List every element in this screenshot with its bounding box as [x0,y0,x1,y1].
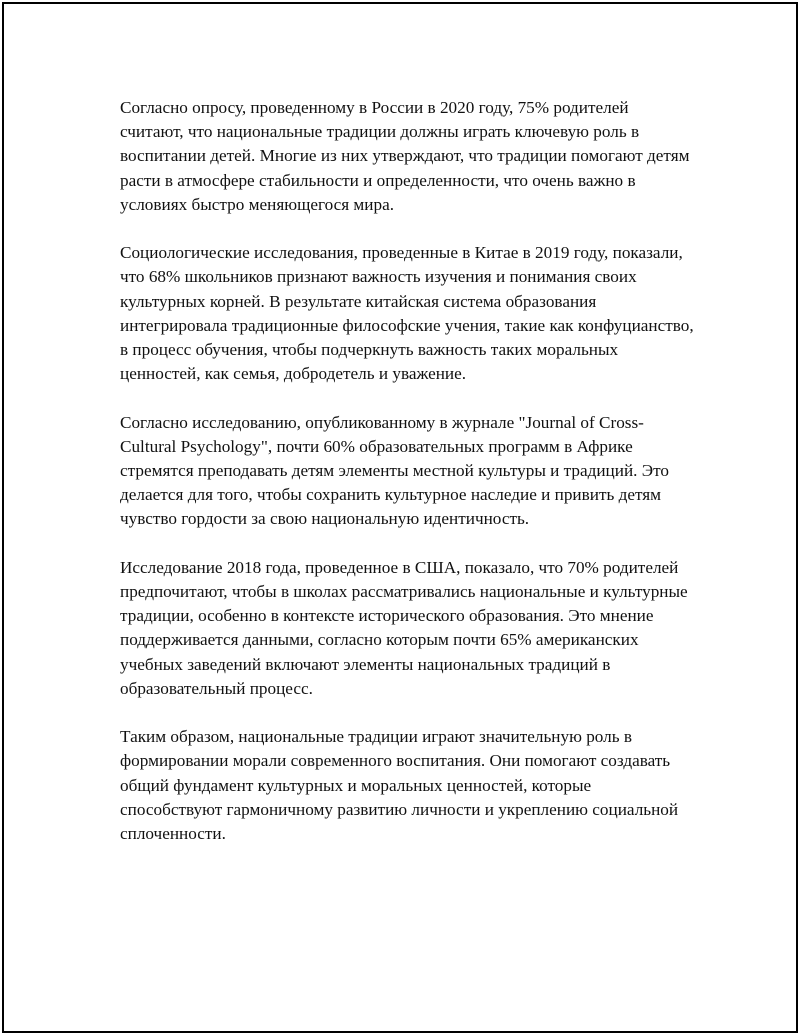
document-page [2,2,798,1033]
document-body [120,96,695,870]
paragraph-usa-study: Исследование 2018 года, проведенное в США, показало, что 70% родителей предпочитают, чтобы в школах рассматривались национальные и культурные традиции, особенно в контексте исторического образования. Это мнение поддерживается данными, согласно которым почти 65% американских учебных заведений включают элементы национальных традиций в образовательный процесс. [120,557,688,698]
paragraph-conclusion: Таким образом, национальные традиции играют значительную роль в формировании морали современного воспитания. Они помогают создавать общий фундамент культурных и моральных ценностей, которые способствуют гармоничному развитию личности и укреплению социальной сплоченности. [120,727,679,844]
paragraph-russia-survey: Согласно опросу, проведенному в России в 2020 году, 75% родителей считают, что национальные традиции должны играть ключевую роль в воспитании детей. Многие из них утверждают, что традиции помогают детям расти в атмосфере стабильности и определенности, что очень важно в условиях быстро меняющегося мира. [120,98,690,214]
paragraph-china-research: Социологические исследования, проведенные в Китае в 2019 году, показали, что 68% школьников признают важность изучения и понимания своих культурных корней. В результате китайская система образования интегрировала традиционные философские учения, такие как конфуцианство, в процесс обучения, чтобы подчеркнуть важность таких моральных ценностей, как семья, добродетель и уважение. [120,243,694,384]
paragraph-africa-study: Согласно исследованию, опубликованному в журнале "Journal of Cross-Cultural Psychology", почти 60% образовательных программ в Африке стремятся преподавать детям элементы местной культуры и традиций. Это делается для того, чтобы сохранить культурное наследие и привить детям чувство гордости за свою национальную идентичность. [120,412,669,529]
